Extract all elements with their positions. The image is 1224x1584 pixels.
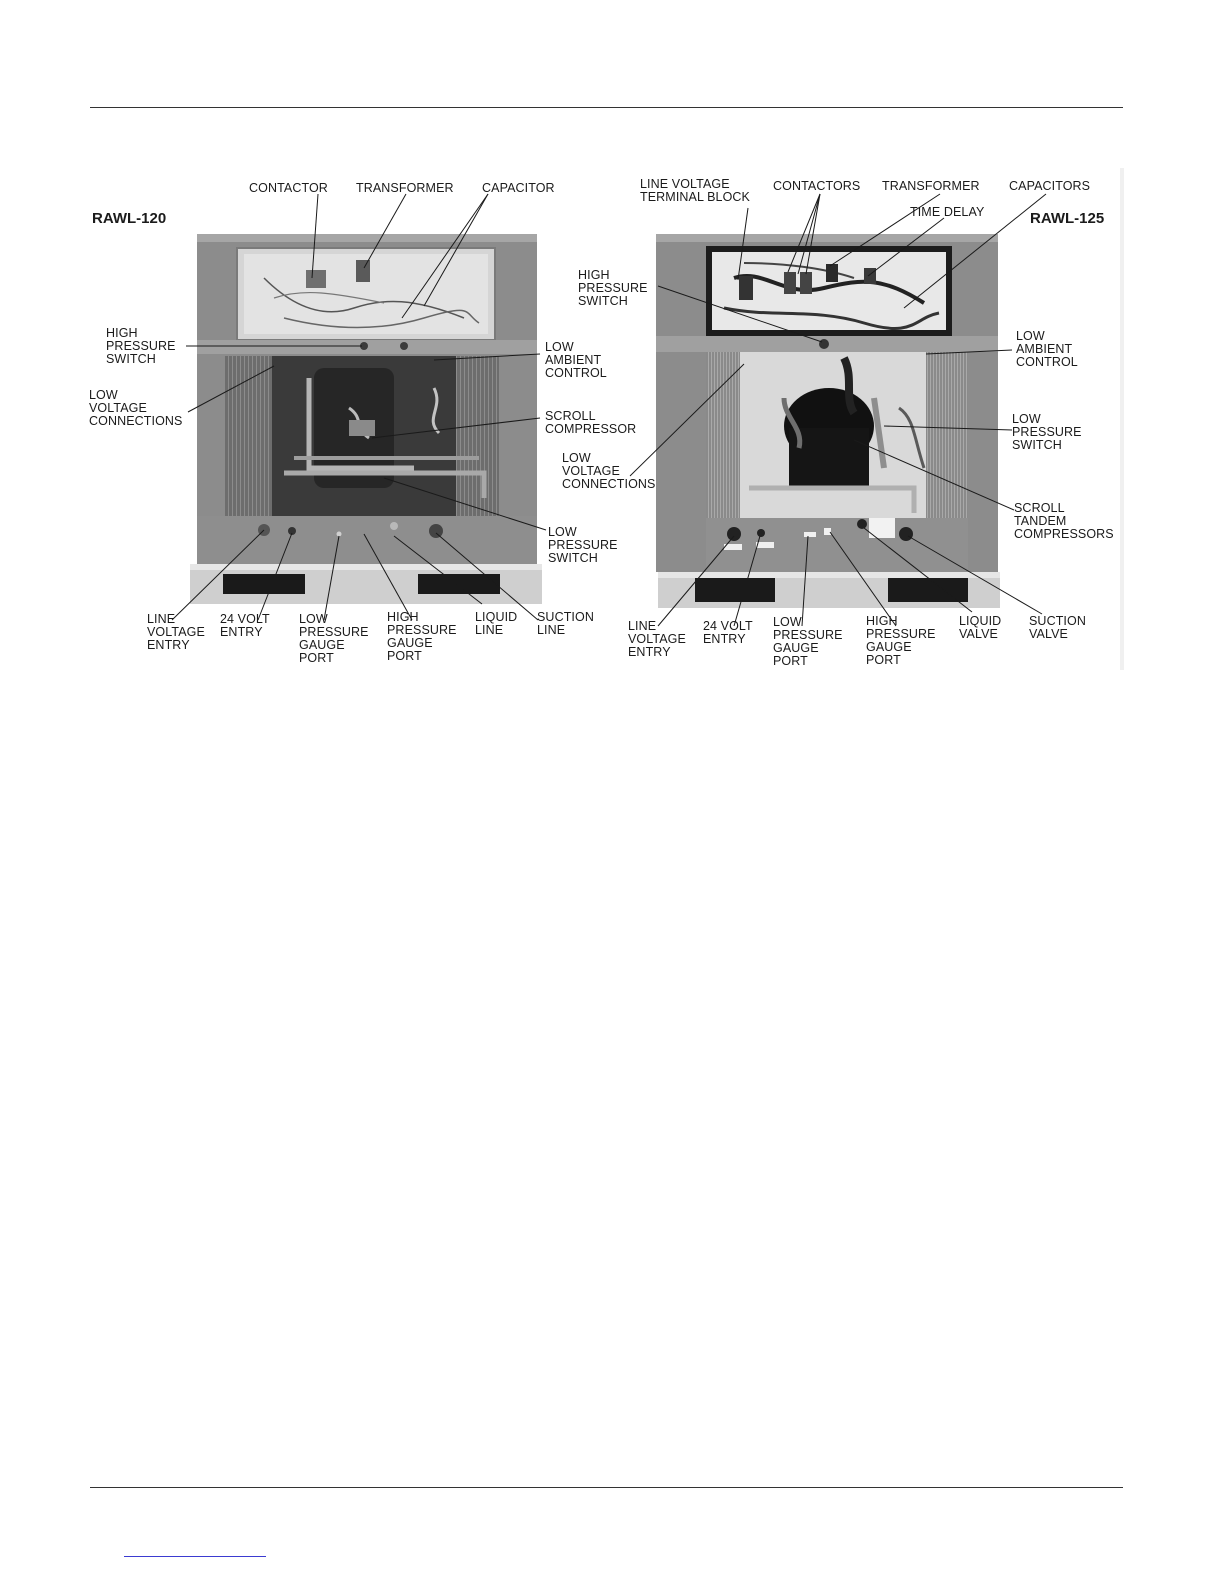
label-transformer: TRANSFORMER	[882, 179, 980, 193]
footer-link-underline[interactable]	[124, 1556, 266, 1557]
label-contactors: CONTACTORS	[773, 179, 861, 193]
label-scroll-compressor: SCROLL COMPRESSOR	[545, 409, 637, 436]
label-low-voltage-connections: LOW VOLTAGE CONNECTIONS	[89, 388, 183, 428]
label-high-pressure-gauge-port: HIGH PRESSURE GAUGE PORT	[387, 610, 457, 663]
label-time-delay: TIME DELAY	[910, 205, 985, 219]
rawl-120-photo	[190, 234, 542, 604]
label-transformer: TRANSFORMER	[356, 181, 454, 195]
label-high-pressure-gauge-port: HIGH PRESSURE GAUGE PORT	[866, 614, 936, 667]
label-capacitor: CAPACITOR	[482, 181, 555, 195]
label-liquid-line: LIQUID LINE	[475, 610, 518, 637]
label-low-ambient-control: LOW AMBIENT CONTROL	[545, 340, 607, 380]
label-24-volt-entry: 24 VOLT ENTRY	[703, 619, 753, 646]
footer-rule	[90, 1487, 1123, 1488]
label-low-pressure-switch: LOW PRESSURE SWITCH	[1012, 412, 1082, 452]
label-capacitors: CAPACITORS	[1009, 179, 1091, 193]
model-label-rawl-120: RAWL-120	[92, 210, 167, 227]
label-high-pressure-switch: HIGH PRESSURE SWITCH	[106, 326, 176, 366]
label-low-pressure-gauge-port: LOW PRESSURE GAUGE PORT	[773, 615, 843, 668]
label-low-pressure-gauge-port: LOW PRESSURE GAUGE PORT	[299, 612, 369, 665]
rawl-125-photo	[656, 234, 1000, 608]
label-scroll-tandem-compressors: SCROLL TANDEM COMPRESSORS	[1014, 501, 1114, 541]
label-line-voltage-entry: LINE VOLTAGE ENTRY	[147, 612, 205, 652]
label-line-voltage-terminal-block: LINE VOLTAGE TERMINAL BLOCK	[640, 177, 750, 204]
label-low-ambient-control: LOW AMBIENT CONTROL	[1016, 329, 1078, 369]
label-low-voltage-connections: LOW VOLTAGE CONNECTIONS	[562, 451, 656, 491]
label-low-pressure-switch: LOW PRESSURE SWITCH	[548, 525, 618, 565]
label-liquid-valve: LIQUID VALVE	[959, 614, 1002, 641]
label-24-volt-entry: 24 VOLT ENTRY	[220, 612, 270, 639]
header-rule	[90, 107, 1123, 108]
model-label-rawl-125: RAWL-125	[1030, 210, 1105, 227]
label-contactor: CONTACTOR	[249, 181, 328, 195]
label-suction-line: SUCTION LINE	[537, 610, 594, 637]
unit-component-figure	[84, 168, 1124, 670]
label-line-voltage-entry: LINE VOLTAGE ENTRY	[628, 619, 686, 659]
label-suction-valve: SUCTION VALVE	[1029, 614, 1086, 641]
label-high-pressure-switch: HIGH PRESSURE SWITCH	[578, 268, 648, 308]
